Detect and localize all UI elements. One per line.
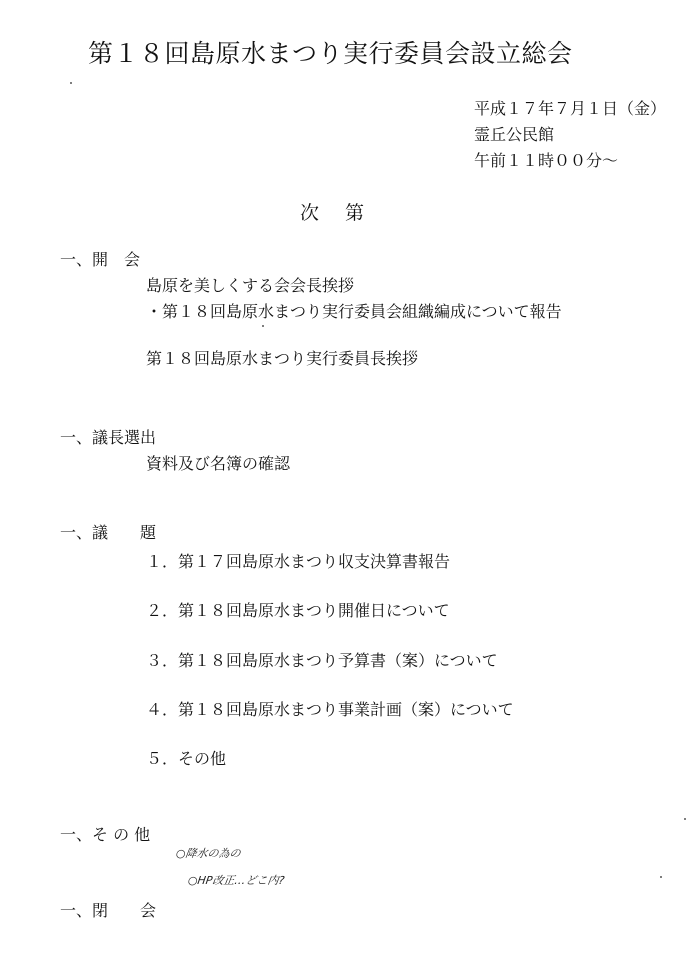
opening-line: 第１８回島原水まつり実行委員長挨拶 — [146, 349, 419, 368]
scan-speck — [262, 325, 264, 327]
opening-line: ・第１８回島原水まつり実行委員会組織編成について報告 — [146, 302, 562, 321]
section-chair-label: 一、議長選出 — [60, 428, 157, 447]
agenda-item: ４．第１８回島原水まつり事業計画（案）について — [146, 700, 514, 719]
section-other-label: 一、そ の 他 — [60, 825, 151, 844]
agenda-heading: 次第 — [300, 202, 391, 224]
section-opening-label: 一、開 会 — [60, 250, 141, 269]
chair-line: 資料及び名簿の確認 — [146, 454, 291, 473]
agenda-item: １．第１７回島原水まつり収支決算書報告 — [146, 552, 451, 571]
handwritten-note: ○降水の為の — [175, 847, 242, 860]
agenda-item: ５．その他 — [146, 749, 227, 768]
handwritten-note: ○HP改正…どこ内? — [187, 874, 286, 887]
section-closing-label: 一、閉 会 — [60, 901, 157, 920]
scan-speck — [70, 82, 72, 84]
opening-line: 島原を美しくする会会長挨拶 — [146, 276, 355, 295]
scan-speck — [684, 818, 686, 820]
scan-speck — [660, 876, 662, 878]
agenda-item: ２．第１８回島原水まつり開催日について — [146, 601, 450, 620]
section-agenda-label: 一、議 題 — [60, 523, 157, 542]
meeting-place: 霊丘公民館 — [474, 125, 555, 144]
meeting-time: 午前１１時００分～ — [474, 151, 619, 170]
agenda-item: ３．第１８回島原水まつり予算書（案）について — [146, 651, 498, 670]
document-title: 第１８回島原水まつり実行委員会設立総会 — [88, 39, 573, 68]
meeting-date: 平成１７年７月１日（金） — [474, 99, 667, 118]
